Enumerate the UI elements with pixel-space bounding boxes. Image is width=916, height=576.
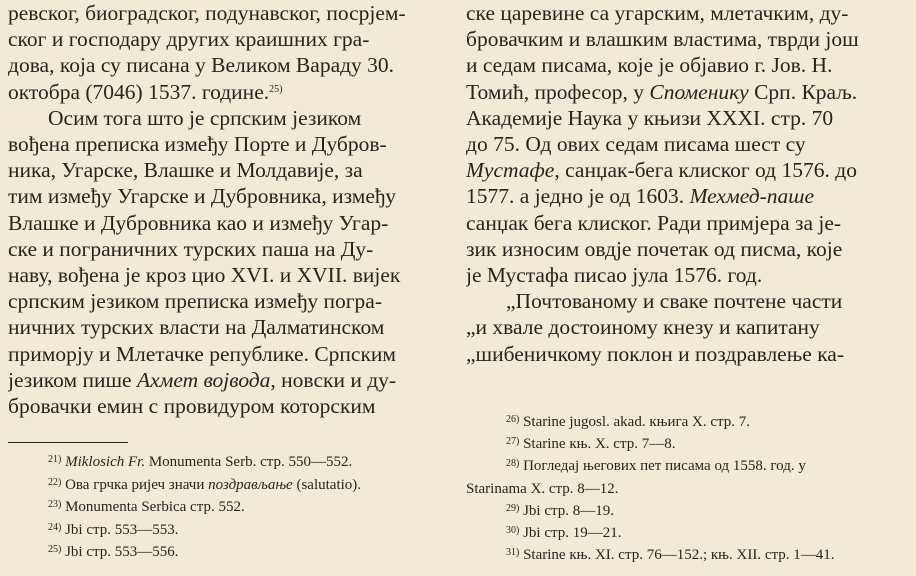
text-line: вођена преписка између Порте и Дубров- <box>8 132 387 156</box>
text-line: и седам писама, које је објавио г. Јов. Н. <box>466 53 833 78</box>
footnote-number: 23) <box>48 499 62 510</box>
text-line: језиком пише Ахмет војвода, новски и ду- <box>8 367 397 392</box>
footnote-separator <box>8 442 128 443</box>
text-line: до 75. Од ових седам писама шест су <box>466 132 806 156</box>
text-line: српским језиком преписка између погра- <box>8 289 382 314</box>
text-line: октобра (7046) 1537. године.$^{25)}$ <box>8 79 283 104</box>
text-line: приморју и Млетачке републике. Српским <box>8 341 397 366</box>
footnote-number: 25) <box>48 544 62 555</box>
footnote: $^{29)}$ Јbi стр. 8—19. <box>506 502 614 519</box>
text-line: ревског, биоградског, подунавског, посрјем- <box>8 1 406 25</box>
italic-name: Ахмет војвода <box>136 367 271 392</box>
footnote-number: 24) <box>48 521 62 533</box>
footnote: $^{23)}$ Monumenta Serbica стр. 552. <box>48 499 245 515</box>
footnote-number: 30) <box>506 525 520 536</box>
text-line: бровачки емин с провидуром которским <box>8 394 376 418</box>
text-line: је Мустафа писао јула 1576. год. <box>466 263 763 287</box>
text-line: зик износим овдје почетак од писма, које <box>466 236 843 261</box>
text-line: „Почтованому и сваке почтене части <box>506 289 843 314</box>
italic-name: Споменику <box>649 79 749 104</box>
text-line: Осим тога што је српским језиком <box>48 105 362 130</box>
text-line: Томић, професор, у Споменику Срп. Краљ. <box>466 79 858 104</box>
footnote: Starinama X. стр. 8—12. <box>466 480 619 497</box>
text-line: ника, Угарске, Влашке и Молдавије, за <box>8 158 363 183</box>
footnote: $^{28)}$ Погледај његових пет писама од 1558. год. у <box>506 458 806 475</box>
footnote-number: 22) <box>48 476 62 488</box>
footnote-number: 26) <box>506 414 520 425</box>
text-line: наву, вођена је кроз цио XVI. и XVII. вијек <box>8 263 401 287</box>
footnote: $^{25)}$ Јbi стр. 553—556. <box>48 544 179 560</box>
footnote-ref: 25) <box>269 83 283 95</box>
text-line: „и хвале достоиному кнезу и капитану <box>466 315 820 340</box>
text-line: ског и господару других краишних гра- <box>8 27 370 52</box>
footnote: $^{24)}$ Јbi стр. 553—553. <box>48 521 179 538</box>
italic-name: Мехмед-паше <box>689 184 815 209</box>
footnote: $^{30)}$ Јbi стр. 19—21. <box>506 525 622 541</box>
footnote: $^{21)}$ Miklosich Fr. Monumenta Serb. стр. 550—552. <box>48 454 353 470</box>
text-line: Академије Наука у књизи XXXI. стр. 70 <box>466 105 834 130</box>
footnote-number: 28) <box>506 458 520 470</box>
text-line: „шибеничкому поклон и поздравлење ка- <box>466 341 845 366</box>
text-line: дова, која су писана у Великом Вараду 30. <box>8 53 395 78</box>
text-line: Мустафе, санџак-бега клиског од 1576. до <box>466 158 857 183</box>
text-line: бровачким и влашким властима, тврди још <box>466 27 859 52</box>
text-line: Влашке и Дубровника као и између Угар- <box>8 210 389 235</box>
text-line: 1577. а једно је од 1603. Мехмед-паше <box>466 184 815 209</box>
text-line: тим између Угарске и Дубровника, између <box>8 184 397 209</box>
text-line: ске царевине са угарским, млетачким, ду- <box>466 1 849 25</box>
footnote: $^{26)}$ Starine jugosl. akad. књига X. стр. 7. <box>506 414 751 430</box>
footnote: $^{27)}$ Starine књ. X. стр. 7—8. <box>506 436 676 453</box>
text-line: ничних турских власти на Далматинском <box>8 315 385 340</box>
footnote: $^{22)}$ Ова грчка ријеч значи поздрављање (salutatio). <box>48 476 362 493</box>
footnote-number: 31) <box>506 547 520 559</box>
footnote: $^{31)}$ Starine књ. XI. стр. 76—152.; књ. XII. стр. 1—41. <box>506 547 835 564</box>
footnote-number: 21) <box>48 454 62 465</box>
footnote-number: 27) <box>506 436 520 448</box>
text-line: ске и пограничних турских паша на Ду- <box>8 236 374 261</box>
italic-name: Мустафе <box>466 158 555 183</box>
text-line: санџак бега клиског. Ради примјера за је- <box>466 210 842 235</box>
footnote-number: 29) <box>506 502 520 514</box>
